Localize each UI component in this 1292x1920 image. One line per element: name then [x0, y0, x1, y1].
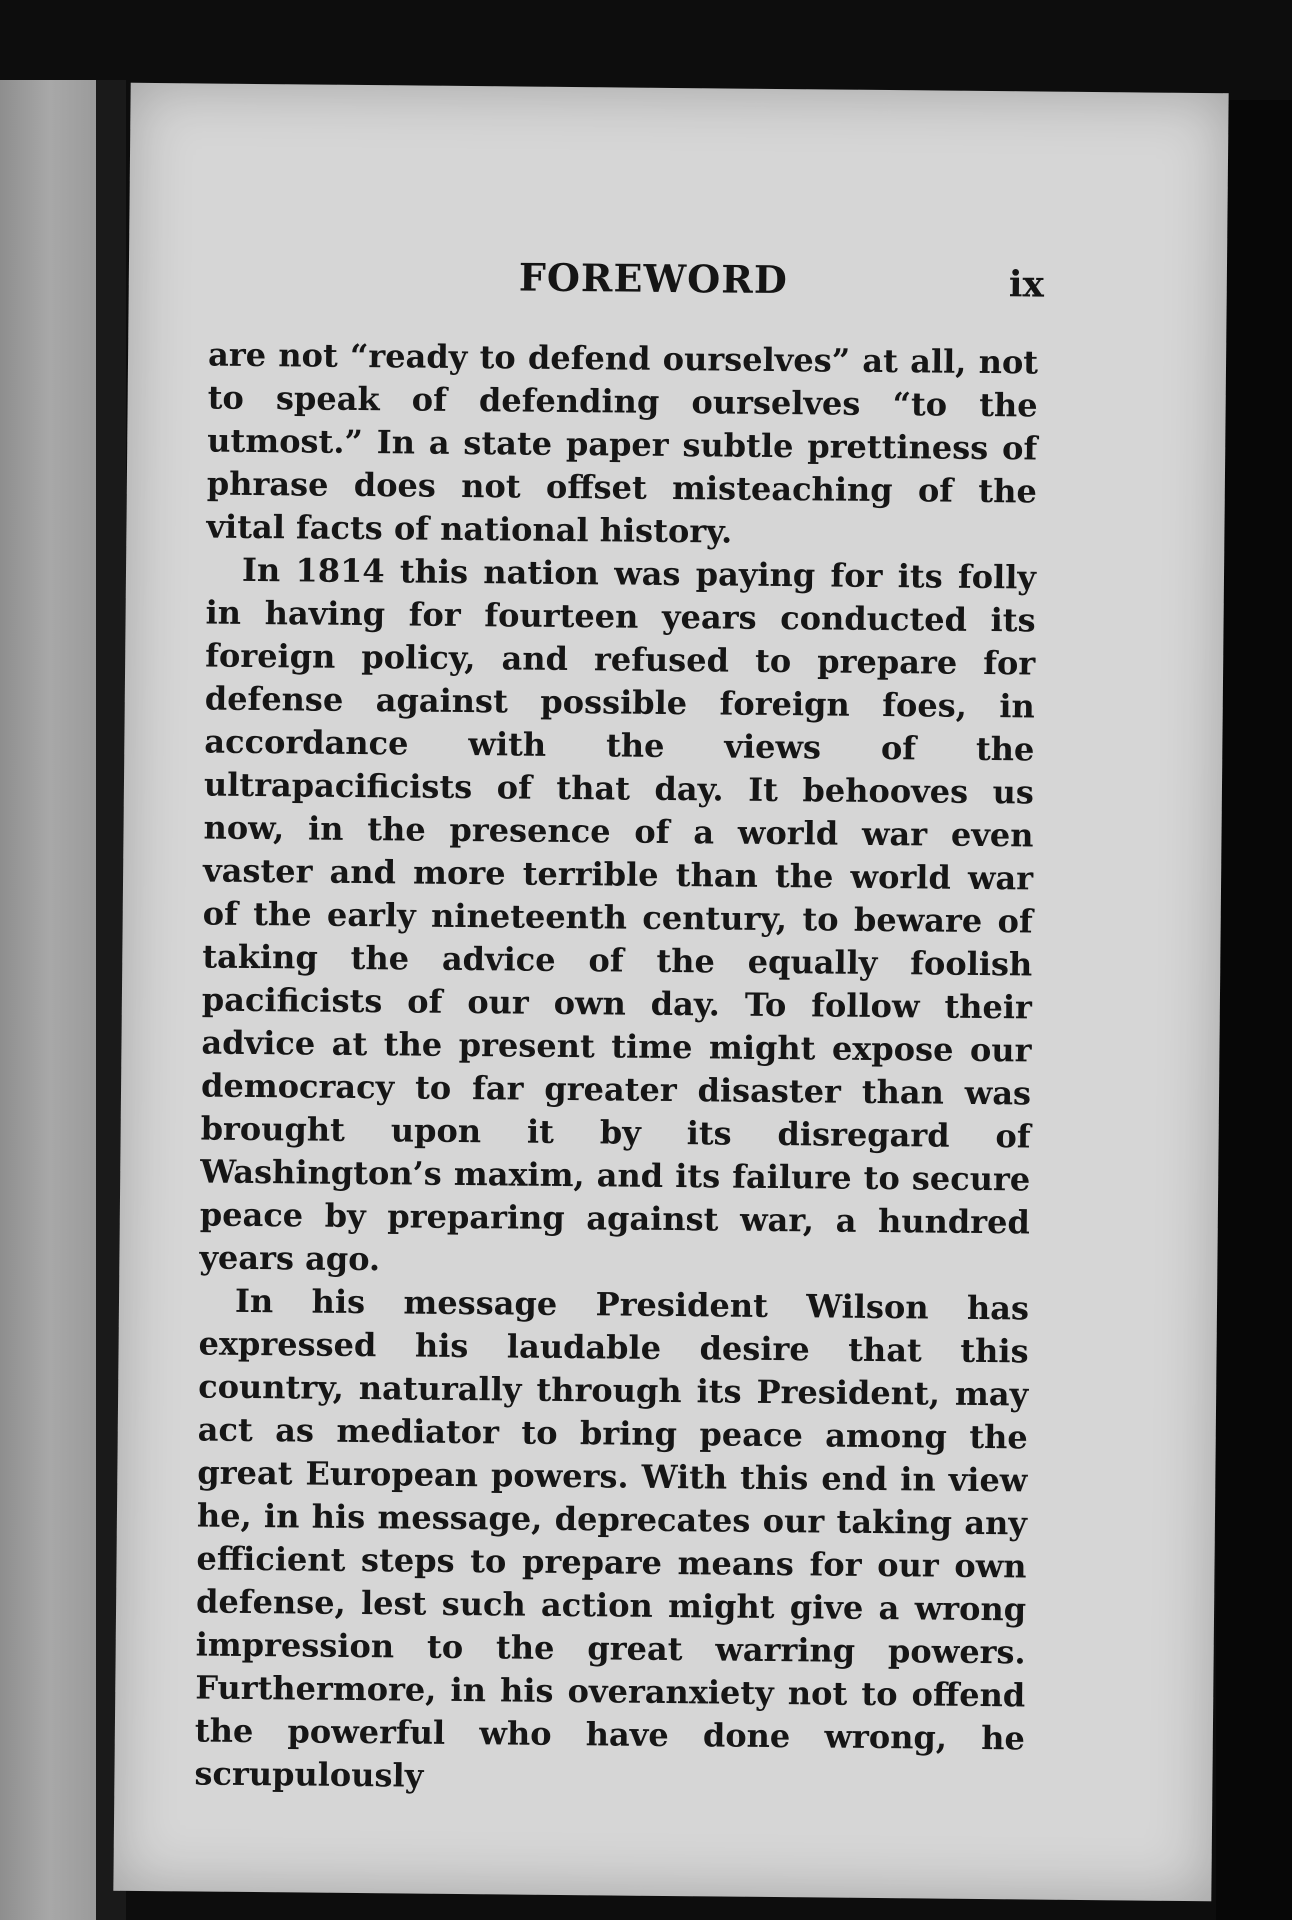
body-text — [194, 334, 1038, 1804]
adjacent-page-edge — [0, 80, 100, 1920]
paragraph-continued: are not “ready to defend ourselves” at all, not to speak of defending ourselves “to the utmost.” In a state paper subtle prettiness of phrase does not offset misteaching of the vital facts of national history. — [206, 335, 1039, 551]
book-page — [113, 83, 1228, 1901]
running-head: FOREWORD — [518, 254, 788, 303]
page-number: ix — [1008, 263, 1045, 306]
paragraph-1814: In 1814 this nation was paying for its folly in having for fourteen years conducted its foreign policy, and refused to prepare for defense against possible foreign foes, in accordance with the views of the ultrapacificists of that day. It behooves us now, in the presence of a world war even vaster and more terrible than the world war of the early nineteenth century, to beware of taking the advice of the equally foolish pacificists of our own day. To follow their advice at the present time might expose our democracy to far greater disaster than was brought upon it by its disregard of Washington’s maxim, and its failure to secure peace by preparing against war, a hundred years ago. — [199, 550, 1037, 1279]
scan-background-edge — [1216, 100, 1292, 1920]
page-header — [129, 251, 1228, 322]
paragraph-wilson-message: In his message President Wilson has expressed his laudable desire that this country, naturally through its President, may act as mediator to bring peace among the great European powers. With this end in view he, in his message, deprecates our taking any efficient steps to prepare means for our own defense, lest such action might give a wrong impression to the great warring powers. Furthermore, in his overanxiety not to offend the powerful who have done wrong, he scrupulously — [194, 1281, 1030, 1795]
